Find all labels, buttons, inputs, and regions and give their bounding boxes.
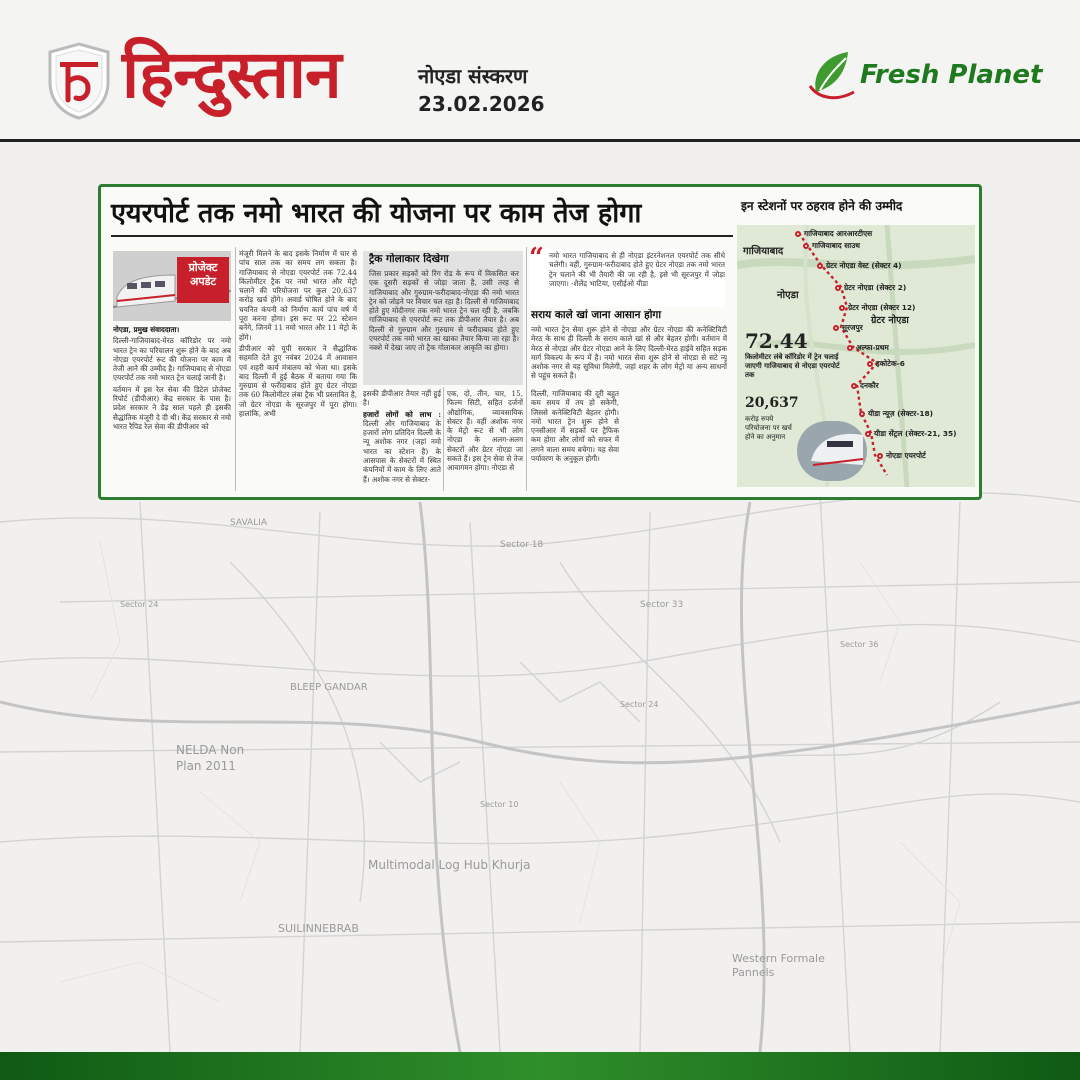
project-cost-desc: करोड़ रुपये परियोजना पर खर्च होने का अनुमान bbox=[745, 415, 792, 441]
map-label: Sector 24 bbox=[120, 600, 159, 609]
badge-line: अपडेट bbox=[189, 275, 217, 288]
station bbox=[867, 359, 905, 369]
station-dot-icon bbox=[835, 285, 841, 291]
paragraph: जिस प्रकार सड़कों को रिंग रोड के रूप में विकसित कर एक दूसरी सड़कों से जोड़ा जाता है, उसी तरह से गाजियाबाद और गुरुग्राम-फरीदाबाद-नोएडा की नमो भारत ट्रेन को जोड़ने पर विचार चल रहा है। दिल्ली से गाजियाबाद होते हुए मोदीनगर तक नमो भारत ट्रेन चल रही है, जबकि गाजियाबाद से एयरपोर्ट रूट तक डीपीआर तैयार है। अब दिल्ली से गुरुग्राम और गुरुग्राम से फरीदाबाद होते हुए एयरपोर्ट तक नमो भारत का खाका तैयार किया जा रहा है। नक्शे में देखा जाए तो ट्रैक गोलाकार आकृति का होगा। bbox=[369, 269, 519, 353]
quote-mark-icon: “ bbox=[529, 243, 544, 273]
paragraph: एक, दो, तीन, चार, 15, फिल्म सिटी, सहित दर्जनों औद्योगिक, व्यावसायिक सेक्टर हैं। वहीं अशोक नगर के मेट्रो रूट से भी लोग नोएडा के अलग-अलग सेक्टरों और ग्रेटर नोएडा जा सकते हैं। इस ट्रेन सेवा से तेज आवागमन होगा। नोएडा से bbox=[447, 389, 523, 473]
station bbox=[877, 451, 926, 461]
station-name: ग्रेटर नोएडा (सेक्टर 12) bbox=[848, 303, 916, 312]
corridor-length-desc: किलोमीटर लंबे कॉरिडोर में ट्रेन चलाई जाएगी गाजियाबाद से नोएडा एयरपोर्ट तक bbox=[745, 353, 840, 379]
dateline: नोएडा, प्रमुख संवाददाता। bbox=[113, 325, 180, 334]
official-quote bbox=[549, 251, 725, 303]
publication-date: 23.02.2026 bbox=[418, 92, 545, 116]
station-name: यीडा सेंट्रल (सेक्टर-21, 35) bbox=[874, 429, 957, 438]
station bbox=[803, 241, 860, 251]
paragraph: दिल्ली-गाजियाबाद-मेरठ कॉरिडोर पर नमो भारत ट्रेन का परिचालन शुरू होने के बाद अब नोएडा एयरपोर्ट रूट की योजना पर काम में तेजी आने की उम्मीद है। गाजियाबाद से नोएडा एयरपोर्ट तक नमो भारत ट्रेन चलाई जानी है। bbox=[113, 336, 231, 383]
article-column-3 bbox=[363, 389, 441, 491]
article-column-1 bbox=[113, 325, 231, 491]
column-divider bbox=[443, 387, 444, 491]
station bbox=[851, 381, 879, 391]
station bbox=[795, 229, 872, 239]
map-label: Western Formale Pannels bbox=[732, 952, 825, 979]
station-name: दनकौर bbox=[860, 381, 879, 390]
paragraph: दिल्ली और गाजियाबाद के हजारों लोग प्रतिदिन दिल्ली के न्यू अशोक नगर (जहां नमो भारत का स्टेशन है) के आसपास के सेक्टरों में स्थित कंपनियों में काम के लिए आते हैं। अशोक नगर से सेक्टर- bbox=[363, 418, 441, 484]
station bbox=[817, 261, 902, 271]
station-name: अल्फा-प्रथम bbox=[856, 343, 889, 352]
map-label: SAVALIA bbox=[230, 518, 268, 528]
station-name: ग्रेटर नोएडा (सेक्टर 2) bbox=[844, 283, 907, 292]
map-label: Sector 18 bbox=[500, 540, 544, 550]
station-dot-icon bbox=[851, 383, 857, 389]
badge-line: प्रोजेक्ट bbox=[188, 261, 218, 274]
station-dot-icon bbox=[859, 411, 865, 417]
station-dot-icon bbox=[803, 243, 809, 249]
masthead bbox=[0, 0, 1080, 142]
quote-text: नमो भारत गाजियाबाद से ही नोएडा इंटरनेशनल एयरपोर्ट तक सीधे चलेगी। वहीं, गुरुग्राम-फरीदाबाद होते हुए ग्रेटर नोएडा तक नमो भारत ट्रेन चलाने की भी तैयारी की जा रही है, इसे भी सूरजपुर में जोड़ा जाएगा। -शैलेंद्र भाटिया, एसीईओ यीडा bbox=[549, 251, 725, 288]
headline-rule bbox=[111, 235, 733, 237]
fresh-planet-text: Fresh Planet bbox=[860, 60, 1043, 90]
station-dot-icon bbox=[795, 231, 801, 237]
inline-subheading: हजारों लोगों को लाभ : bbox=[363, 409, 441, 419]
station-name: नोएडा एयरपोर्ट bbox=[886, 451, 926, 460]
map-label: SUILINNEBRAB bbox=[278, 922, 359, 935]
fresh-planet-logo bbox=[808, 46, 1058, 108]
map-label: BLEEP GANDAR bbox=[290, 682, 368, 693]
newspaper-brand: हिन्दुस्तान bbox=[122, 35, 341, 113]
station-dot-icon bbox=[867, 361, 873, 367]
station-dot-icon bbox=[833, 325, 839, 331]
project-update-image bbox=[113, 251, 231, 321]
station bbox=[859, 409, 933, 419]
column-divider bbox=[526, 247, 527, 491]
station bbox=[865, 429, 957, 439]
station-dot-icon bbox=[877, 453, 883, 459]
paragraph: वर्तमान में इस रेल सेवा की डिटेल प्रोजेक्ट रिपोर्ट (डीपीआर) केंद्र सरकार के पास है। प्रदेश सरकार ने डेढ़ साल पहले ही इसकी सैद्धांतिक मंजूरी दे दी थी। केंद्र सरकार से नमो भारत रैपिड रेल सेवा की डीपीआर को bbox=[113, 384, 231, 431]
track-box bbox=[369, 253, 519, 383]
station bbox=[833, 323, 863, 333]
paragraph: इसकी डीपीआर तैयार नहीं हुई है। bbox=[363, 389, 441, 408]
station-dot-icon bbox=[839, 305, 845, 311]
stations-title: इन स्टेशनों पर ठहराव होने की उम्मीद bbox=[741, 199, 903, 213]
map-label: Sector 33 bbox=[640, 600, 684, 610]
map-label: Sector 24 bbox=[620, 700, 659, 709]
area-label: ग्रेटर नोएडा bbox=[871, 315, 909, 326]
station-dot-icon bbox=[817, 263, 823, 269]
article-column-6 bbox=[531, 389, 619, 491]
station bbox=[847, 343, 889, 353]
project-update-badge bbox=[177, 257, 229, 303]
subheading-sarai: सराय काले खां जाना आसान होगा bbox=[531, 309, 662, 321]
edition-label: नोएडा संस्करण bbox=[418, 64, 528, 88]
station-name: सूरजपुर bbox=[842, 323, 863, 332]
subheading-track: ट्रैक गोलाकार दिखेगा bbox=[369, 253, 449, 265]
map-label: Sector 10 bbox=[480, 800, 519, 809]
station-name: गाजियाबाद साउथ bbox=[812, 241, 860, 250]
map-label: Multimodal Log Hub Khurja bbox=[368, 858, 531, 872]
area-label: नोएडा bbox=[777, 290, 799, 301]
column-divider bbox=[235, 247, 236, 491]
station-name: गाजियाबाद आरआरटीएस bbox=[804, 229, 873, 238]
hindustan-shield-logo bbox=[46, 42, 112, 120]
route-map bbox=[737, 225, 975, 487]
map-label: Sector 36 bbox=[840, 640, 879, 649]
paragraph: नमो भारत ट्रेन सेवा शुरू होने से नोएडा और ग्रेटर नोएडा की कनेक्टिविटी मेरठ के साथ ही दिल्ली के सराय काले खां से और बेहतर होगी। वर्तमान में मेरठ से नोएडा और ग्रेटर नोएडा आने के लिए दिल्ली-मेरठ हाईवे सहित सड़क मार्ग विकल्प के रूप में है। नमो भारत सेवा शुरू होने से नोएडा से सटे न्यू अशोक नगर से यह सुविधा मिलेगी, जहां शहर के लोग मेट्रो या अन्य साधनों से पहुंच सकते हैं। bbox=[531, 325, 727, 381]
corridor-length: 72.44 bbox=[745, 329, 808, 353]
leaf-icon bbox=[808, 46, 864, 106]
station bbox=[839, 303, 915, 313]
project-cost: 20,637 bbox=[745, 395, 799, 411]
paragraph: दिल्ली, गाजियाबाद की दूरी बहुत कम समय में तय हो सकेगी, जिससे कनेक्टिविटी बेहतर होगी। नमो भारत ट्रेन शुरू होने से एनसीआर में सड़कों पर ट्रैफिक कम होगा और लोगों को सफर में लगने वाला समय बचेगा। यह सेवा पर्यावरण के अनुकूल होगी। bbox=[531, 389, 619, 464]
news-clipping bbox=[98, 184, 982, 500]
paragraph: मंजूरी मिलने के बाद इसके निर्माण में चार से पांच साल तक का समय लग सकता है। गाजियाबाद से नोएडा एयरपोर्ट तक 72.44 किलोमीटर ट्रैक पर नमो भारत और मेट्रो चलाने की परियोजना पर कुल 20,637 करोड़ खर्च होंगे। अवार्ड घोषित होने के बाद चयनित कंपनी को निर्माण कार्य पांच वर्ष में पूरा करना होगा। इस रूट पर 22 स्टेशन बनेंगे, जिनमें 11 नमो भारत और 11 मेट्रो के होंगे। bbox=[239, 249, 357, 342]
article-headline: एयरपोर्ट तक नमो भारत की योजना पर काम तेज होगा bbox=[111, 198, 642, 229]
map-label: NELDA Non Plan 2011 bbox=[176, 743, 245, 773]
article-column-5 bbox=[531, 309, 727, 385]
article-column-4 bbox=[447, 389, 523, 491]
station bbox=[835, 283, 906, 293]
footer-green-bar bbox=[0, 1052, 1080, 1080]
station-name: इकोटेक-6 bbox=[876, 359, 905, 368]
area-label: गाजियाबाद bbox=[743, 246, 784, 257]
article-column-2 bbox=[239, 249, 357, 491]
station-name: यीडा न्यूज़ (सेक्टर-18) bbox=[868, 409, 934, 418]
paragraph: डीपीआर को यूपी सरकार ने सैद्धांतिक सहमति देते हुए नवंबर 2024 में आवासन एवं शहरी कार्य मंत्रालय को भेजा था। इसके बाद दिल्ली में हुई बैठक में बताया गया कि गुरुग्राम से फरीदाबाद होते हुए ग्रेटर नोएडा तक 60 किलोमीटर लंबा ट्रैक भी प्रस्तावित है, जो ग्रेटर नोएडा के सूरजपुर में पूरा होगा। हालांकि, अभी bbox=[239, 343, 357, 419]
station-dot-icon bbox=[865, 431, 871, 437]
station-name: ग्रेटर नोएडा वेस्ट (सेक्टर 4) bbox=[826, 261, 902, 270]
station-dot-icon bbox=[847, 345, 853, 351]
